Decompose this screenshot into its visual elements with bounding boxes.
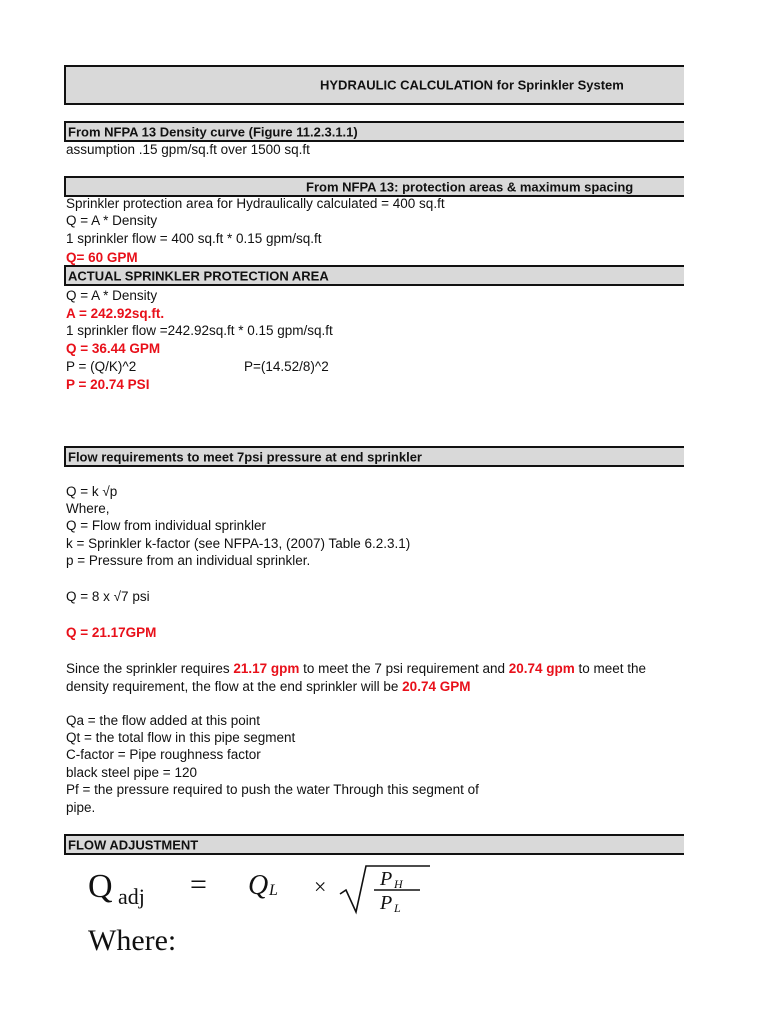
title-bar [64,65,684,105]
flow-result: Q = 21.17GPM [66,625,157,640]
def-pf-line-2: pipe. [66,800,96,815]
def-pf-line-1: Pf = the pressure required to push the water Through this segment of [66,782,479,797]
protection-line-3: 1 sprinkler flow = 400 sq.ft * 0.15 gpm/sq.ft [66,231,322,246]
adjust-header: FLOW ADJUSTMENT [68,837,199,852]
density-text: density requirement, the flow at the end sprinkler will be [66,679,403,694]
since-text-a: Since the sprinkler requires [66,661,234,676]
formula-q: Q [88,868,113,905]
actual-pressure: P = 20.74 PSI [66,377,150,392]
density-header: From NFPA 13 Density curve (Figure 11.2.3.1.1) [68,124,358,139]
adjust-header-bar [64,834,684,855]
formula-q-sub: adj [118,884,145,909]
actual-p-calc: P=(14.52/8)^2 [244,359,329,374]
formula-equals: = [190,868,207,901]
formula-ph-sub: H [394,877,403,891]
density-assumption: assumption .15 gpm/sq.ft over 1500 sq.ft [66,142,310,157]
density-header-bar [64,121,684,142]
since-text-c: to meet the [574,661,647,676]
actual-area: A = 242.92sq.ft. [66,306,165,321]
flow-def-k: k = Sprinkler k-factor (see NFPA-13, (2007) Table 6.2.3.1) [66,536,411,551]
actual-header-bar [64,265,684,286]
flow-where: Where, [66,501,110,516]
page-title: HYDRAULIC CALCULATION for Sprinkler System [320,77,624,93]
since-paragraph-line-2 [66,678,470,695]
density-value: 20.74 GPM [402,679,471,694]
adjust-where-clip [88,924,288,957]
since-paragraph-line-1 [66,660,646,677]
protection-line-2: Q = A * Density [66,213,158,228]
def-steel: black steel pipe = 120 [66,765,197,780]
protection-header: From NFPA 13: protection areas & maximum spacing [306,179,634,194]
actual-line-1: Q = A * Density [66,288,158,303]
flow-header: Flow requirements to meet 7psi pressure at end sprinkler [68,449,422,464]
actual-line-2: 1 sprinkler flow =242.92sq.ft * 0.15 gpm/sq.ft [66,323,333,338]
actual-header: ACTUAL SPRINKLER PROTECTION AREA [68,268,329,283]
flow-adjustment-formula [88,864,448,924]
formula-ql-sub: L [269,882,278,899]
actual-flow: Q = 36.44 GPM [66,341,161,356]
flow-calc: Q = 8 x √7 psi [66,589,150,604]
formula-pl: P [380,892,393,914]
formula-ql: Q [248,870,269,901]
flow-formula: Q = k √p [66,484,118,499]
protection-header-bar [64,176,684,197]
flow-def-q: Q = Flow from individual sprinkler [66,518,266,533]
protection-line-1: Sprinkler protection area for Hydraulically calculated = 400 sq.ft [66,196,445,211]
formula-pl-sub: L [394,901,401,915]
since-value-2: 20.74 gpm [508,661,575,676]
formula-times: × [314,874,327,899]
since-text-b: to meet the 7 psi requirement and [299,661,509,676]
def-qa: Qa = the flow added at this point [66,713,261,728]
protection-result: Q= 60 GPM [66,250,138,265]
flow-header-bar [64,446,684,467]
actual-p-formula: P = (Q/K)^2 [66,359,137,374]
def-qt: Qt = the total flow in this pipe segment [66,730,296,745]
adjust-where: Where: [88,924,177,957]
formula-ph: P [380,868,393,890]
since-value-1: 21.17 gpm [233,661,300,676]
def-cfactor: C-factor = Pipe roughness factor [66,747,261,762]
flow-def-p: p = Pressure from an individual sprinkler. [66,553,311,568]
